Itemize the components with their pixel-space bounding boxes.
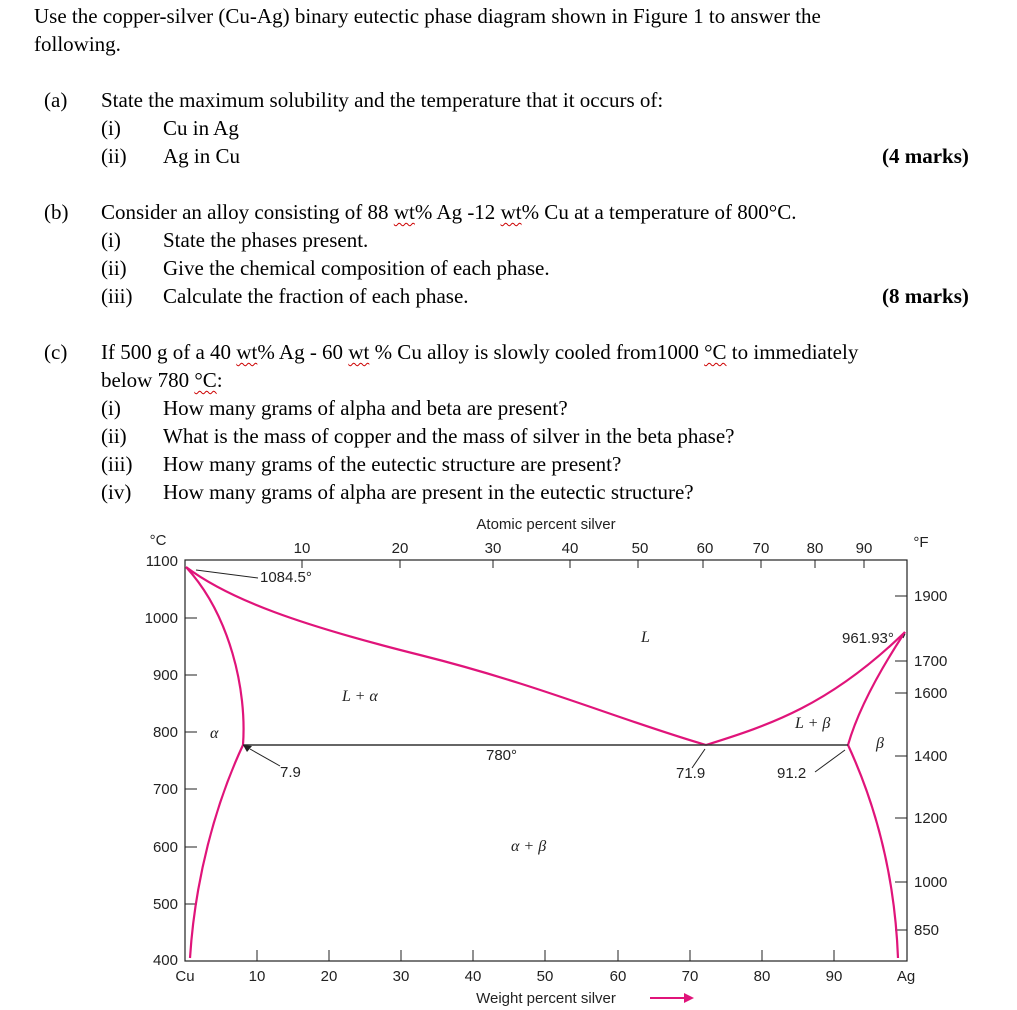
bottom-tick-label: 30 bbox=[392, 968, 410, 985]
right-tick-label: 850 bbox=[914, 922, 940, 939]
part-b-item-text: State the phases present. bbox=[163, 228, 369, 252]
text-run: to immediately bbox=[726, 340, 859, 364]
right-tick-label: 1900 bbox=[914, 588, 948, 605]
text-run: wt bbox=[500, 200, 522, 224]
right-unit: °F bbox=[913, 534, 929, 551]
solidus-alpha bbox=[186, 567, 244, 745]
bottom-tick-label: 90 bbox=[825, 968, 843, 985]
solvus-alpha bbox=[190, 745, 243, 958]
part-b-label: (b) bbox=[44, 200, 69, 224]
solvus-beta bbox=[848, 745, 898, 958]
text-run: Consider an alloy consisting of 88 bbox=[101, 200, 394, 224]
text-run: % Ag - 60 bbox=[257, 340, 349, 364]
part-c-item-text: How many grams of alpha and beta are present? bbox=[163, 396, 568, 420]
text-run: % Cu alloy is slowly cooled from1000 bbox=[369, 340, 705, 364]
top-tick-label: 50 bbox=[631, 540, 649, 557]
eutectic-temperature: 780° bbox=[486, 747, 518, 764]
alpha-composition: 7.9 bbox=[280, 764, 301, 781]
part-b-marks: (8 marks) bbox=[882, 284, 969, 308]
text-run: °C bbox=[194, 368, 217, 392]
part-c-item-num: (i) bbox=[101, 396, 121, 420]
region-liquid: L bbox=[641, 629, 650, 646]
region-alpha-beta: α + β bbox=[511, 838, 547, 855]
intro-line-2: following. bbox=[34, 32, 121, 56]
part-a-label: (a) bbox=[44, 88, 68, 112]
region-l-alpha: L + α bbox=[342, 688, 378, 705]
top-ticks bbox=[302, 560, 864, 568]
part-c-label: (c) bbox=[44, 340, 68, 364]
direction-arrow-head bbox=[684, 993, 694, 1003]
solidus-beta bbox=[848, 632, 905, 745]
plot-frame bbox=[185, 560, 907, 961]
part-b-item-num: (i) bbox=[101, 228, 121, 252]
text-run: wt bbox=[236, 340, 258, 364]
part-c-item-text: How many grams of the eutectic structure are present? bbox=[163, 452, 622, 476]
top-tick-label: 70 bbox=[752, 540, 770, 557]
right-end-label: Ag bbox=[896, 968, 916, 985]
left-end-label: Cu bbox=[175, 968, 195, 985]
top-tick-label: 20 bbox=[391, 540, 409, 557]
left-tick-label: 600 bbox=[152, 839, 178, 856]
text-run: % Ag -12 bbox=[414, 200, 501, 224]
part-b-item-num: (ii) bbox=[101, 256, 127, 280]
left-tick-label: 500 bbox=[152, 896, 178, 913]
bottom-tick-label: 20 bbox=[320, 968, 338, 985]
top-tick-label: 80 bbox=[806, 540, 824, 557]
liquidus-left bbox=[186, 567, 706, 745]
left-tick-label: 1000 bbox=[144, 610, 178, 627]
text-run: wt bbox=[348, 340, 370, 364]
text-run: below 780 bbox=[101, 368, 195, 392]
left-tick-label: 900 bbox=[152, 667, 178, 684]
part-b-item-text: Give the chemical composition of each phase. bbox=[163, 256, 550, 280]
right-tick-label: 1700 bbox=[914, 653, 948, 670]
right-tick-label: 1200 bbox=[914, 810, 948, 827]
right-tick-label: 1600 bbox=[914, 685, 948, 702]
bottom-tick-label: 40 bbox=[464, 968, 482, 985]
part-c-item-text: What is the mass of copper and the mass of silver in the beta phase? bbox=[163, 424, 735, 448]
part-a-item-num: (ii) bbox=[101, 144, 127, 168]
top-tick-label: 30 bbox=[484, 540, 502, 557]
part-a-item-text: Ag in Cu bbox=[163, 144, 241, 168]
part-c-item-num: (ii) bbox=[101, 424, 127, 448]
left-unit: °C bbox=[149, 532, 167, 549]
bottom-tick-label: 80 bbox=[753, 968, 771, 985]
text-run: : bbox=[216, 368, 223, 392]
phase-boundaries bbox=[186, 567, 905, 958]
ag-melting-point: 961.93° bbox=[842, 630, 894, 647]
part-a-item-text: Cu in Ag bbox=[163, 116, 239, 140]
top-tick-label: 40 bbox=[561, 540, 579, 557]
bottom-ticks bbox=[257, 950, 834, 961]
text-run: °C bbox=[704, 340, 727, 364]
part-c-item-num: (iii) bbox=[101, 452, 133, 476]
top-tick-label: 60 bbox=[696, 540, 714, 557]
part-a-stem: State the maximum solubility and the temperature that it occurs of: bbox=[101, 88, 664, 112]
left-tick-label: 700 bbox=[152, 781, 178, 798]
right-tick-label: 1400 bbox=[914, 748, 948, 765]
bottom-axis-title: Weight percent silver bbox=[476, 990, 616, 1007]
left-tick-label: 400 bbox=[152, 952, 178, 969]
region-beta: β bbox=[876, 735, 884, 752]
eutectic-composition: 71.9 bbox=[676, 765, 706, 782]
part-c-item-num: (iv) bbox=[101, 480, 132, 504]
top-tick-label: 90 bbox=[855, 540, 873, 557]
bottom-tick-label: 10 bbox=[248, 968, 266, 985]
beta-composition: 91.2 bbox=[777, 765, 807, 782]
top-tick-label: 10 bbox=[293, 540, 311, 557]
leader-lines bbox=[196, 570, 905, 772]
region-l-beta: L + β bbox=[795, 715, 831, 732]
region-alpha: α bbox=[210, 725, 219, 742]
part-b-item-text: Calculate the fraction of each phase. bbox=[163, 284, 469, 308]
part-a-item-num: (i) bbox=[101, 116, 121, 140]
part-b-item-num: (iii) bbox=[101, 284, 133, 308]
part-c-item-text: How many grams of alpha are present in the eutectic structure? bbox=[163, 480, 694, 504]
text-run: % Cu at a temperature of 800°C. bbox=[521, 200, 797, 224]
cu-melting-point: 1084.5° bbox=[260, 569, 312, 586]
text-run: wt bbox=[393, 200, 415, 224]
left-tick-label: 800 bbox=[152, 724, 178, 741]
intro-line-1: Use the copper-silver (Cu-Ag) binary eutectic phase diagram shown in Figure 1 to answer the bbox=[34, 4, 821, 28]
bottom-tick-label: 70 bbox=[681, 968, 699, 985]
top-axis-title: Atomic percent silver bbox=[476, 516, 616, 533]
part-a-marks: (4 marks) bbox=[882, 144, 969, 168]
left-ticks bbox=[185, 618, 197, 904]
left-tick-label: 1100 bbox=[145, 553, 178, 570]
bottom-tick-label: 50 bbox=[536, 968, 554, 985]
arrowhead bbox=[243, 745, 252, 752]
bottom-tick-label: 60 bbox=[609, 968, 627, 985]
right-tick-label: 1000 bbox=[914, 874, 948, 891]
text-run: If 500 g of a 40 bbox=[101, 340, 237, 364]
